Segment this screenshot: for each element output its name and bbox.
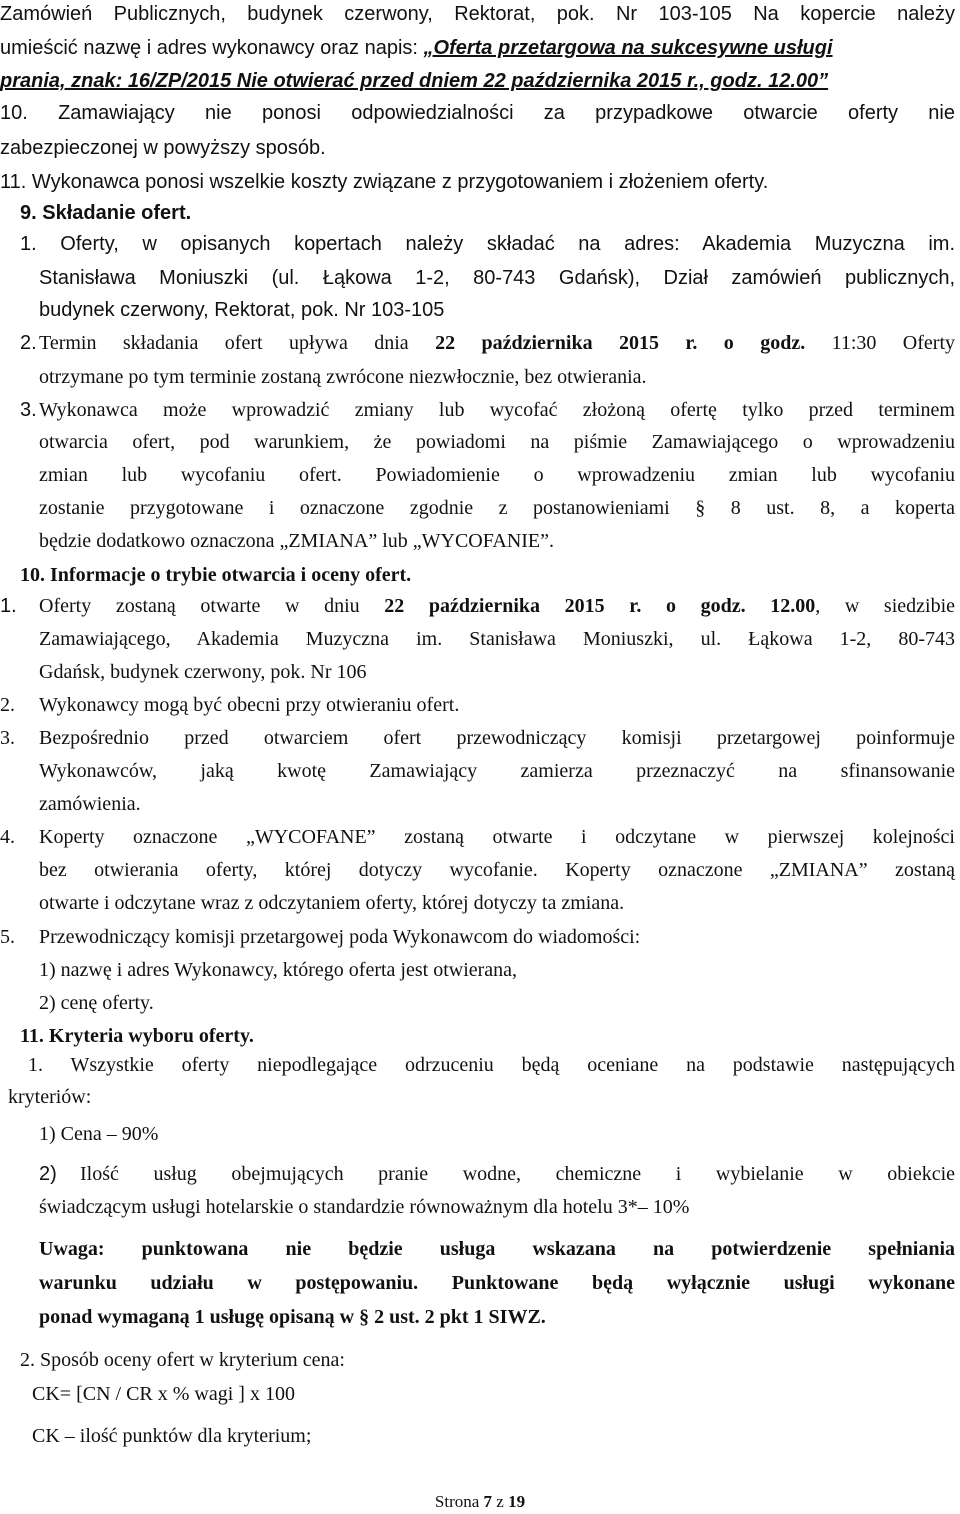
sec9-item-1-line-2: Stanisława Moniuszki (ul. Łąkowa 1-2, 80-743 Gdańsk), Dział zamówień publicznych, [39, 267, 955, 289]
criterion-price: 1) Cena – 90% [39, 1123, 159, 1145]
para-10-line-1: 10. Zamawiający nie ponosi odpowiedzialności za przypadkowe otwarcie oferty nie [0, 102, 955, 124]
sec10-item-1-text-a: Oferty zostaną otwarte w dniu [39, 595, 385, 617]
sec10-item-1-line-3: Gdańsk, budynek czerwony, pok. Nr 106 [39, 661, 367, 683]
sec10-item-5-line-1: Przewodniczący komisji przetargowej poda Wykonawcom do wiadomości: [39, 926, 641, 948]
sec9-item-2-number: 2. [20, 332, 37, 354]
sec11-item-1-line-1: 1. Wszystkie oferty niepodlegające odrzuceniu będą oceniane na podstawie następujących [28, 1054, 955, 1076]
footer-mid: z [492, 1492, 509, 1511]
sec10-item-5-subitem-2: 2) cenę oferty. [39, 992, 154, 1014]
footer-prefix: Strona [434, 1492, 484, 1511]
sec10-item-3-line-1: Bezpośrednio przed otwarciem ofert przewodniczący komisji przetargowej poinformuje [39, 727, 955, 749]
criterion-2-number: 2) [39, 1163, 57, 1185]
para-10-line-2: zabezpieczonej w powyższy sposób. [0, 137, 326, 159]
note-line-3: ponad wymaganą 1 usługę opisaną w § 2 ust. 2 pkt 1 SIWZ. [39, 1306, 546, 1328]
intro-line-2 [0, 36, 955, 60]
sec11-item-1-line-2: kryteriów: [8, 1086, 92, 1108]
sec10-item-2: Wykonawcy mogą być obecni przy otwieraniu ofert. [39, 694, 460, 716]
footer-total-pages: 19 [508, 1492, 526, 1511]
sec9-item-3-line-4: zostanie przygotowane i oznaczone zgodnie z postanowieniami § 8 ust. 8, a koperta [39, 497, 955, 519]
sec10-item-1-text-c: , w siedzibie [815, 595, 956, 617]
deadline-date: 22 października 2015 r. o godz. [435, 332, 806, 354]
sec10-item-1-line-2: Zamawiającego, Akademia Muzyczna im. Stanisława Moniuszki, ul. Łąkowa 1-2, 80-743 [39, 628, 955, 650]
sec10-item-2-number: 2. [0, 694, 15, 716]
section-11-heading: 11. Kryteria wyboru oferty. [20, 1025, 254, 1047]
note-line-1: Uwaga: punktowana nie będzie usługa wskazana na potwierdzenie spełniania [39, 1238, 955, 1260]
sec9-item-3-line-1: Wykonawca może wprowadzić zmiany lub wycofać złożoną ofertę tylko przed terminem [39, 399, 955, 421]
page-footer [0, 1490, 960, 1514]
sec9-item-2-line-2: otrzymane po tym terminie zostaną zwrócone niezwłocznie, bez otwierania. [39, 366, 647, 388]
sec9-item-2-text-a: Termin składania ofert upływa dnia [39, 332, 436, 354]
sec9-item-1-line-1: 1. Oferty, w opisanych kopertach należy składać na adres: Akademia Muzyczna im. [20, 233, 955, 255]
sec10-item-5-number: 5. [0, 926, 15, 948]
sec9-item-3-line-3: zmian lub wycofaniu ofert. Powiadomienie o wprowadzeniu zmian lub wycofaniu [39, 464, 955, 486]
intro-line-1: Zamówień Publicznych, budynek czerwony, Rektorat, pok. Nr 103-105 Na kopercie należy [0, 3, 955, 25]
sec10-item-3-line-2: Wykonawców, jaką kwotę Zamawiający zamierza przeznaczyć na sfinansowanie [39, 760, 955, 782]
ck-definition: CK – ilość punktów dla kryterium; [32, 1425, 312, 1447]
sec10-item-3-line-3: zamówienia. [39, 793, 141, 815]
sec11-item-2: 2. Sposób oceny ofert w kryterium cena: [20, 1349, 345, 1371]
section-9-heading: 9. Składanie ofert. [20, 202, 192, 224]
sec9-item-3-number: 3. [20, 399, 37, 421]
envelope-label-text: „Oferta przetargowa na sukcesywne usługi [423, 37, 833, 59]
opening-date: 22 października 2015 r. o godz. 12.00 [384, 595, 816, 617]
para-11: 11. Wykonawca ponosi wszelkie koszty związane z przygotowaniem i złożeniem oferty. [0, 171, 769, 193]
sec9-item-2-line-1 [39, 331, 955, 355]
intro-line-2-text: umieścić nazwę i adres wykonawcy oraz napis: [0, 37, 424, 59]
sec10-item-5-subitem-1: 1) nazwę i adres Wykonawcy, którego oferta jest otwierana, [39, 959, 518, 981]
sec9-item-3-line-2: otwarcia ofert, pod warunkiem, że powiadomi na piśmie Zamawiającego o wprowadzeniu [39, 431, 955, 453]
criterion-2-line-1: Ilość usług obejmujących pranie wodne, chemiczne i wybielanie w obiekcie [80, 1163, 955, 1185]
sec10-item-4-line-3: otwarte i odczytane wraz z odczytaniem oferty, której dotyczy ta zmiana. [39, 892, 625, 914]
footer-page-number: 7 [483, 1492, 493, 1511]
sec10-item-1-number: 1. [0, 595, 17, 617]
sec10-item-3-number: 3. [0, 727, 15, 749]
sec9-item-1-line-3: budynek czerwony, Rektorat, pok. Nr 103-105 [39, 299, 445, 321]
criterion-2-line-2: świadczącym usługi hotelarskie o standardzie równoważnym dla hotelu 3*– 10% [39, 1196, 690, 1218]
sec10-item-1-line-1 [39, 594, 955, 618]
sec10-item-4-number: 4. [0, 826, 15, 848]
sec10-item-4-line-2: bez otwierania oferty, której dotyczy wycofanie. Koperty oznaczone „ZMIANA” zostaną [39, 859, 955, 881]
section-10-heading: 10. Informacje o trybie otwarcia i oceny ofert. [20, 564, 412, 586]
sec9-item-3-line-5: będzie dodatkowo oznaczona „ZMIANA” lub „WYCOFANIE”. [39, 530, 555, 552]
sec10-item-4-line-1: Koperty oznaczone „WYCOFANE” zostaną otwarte i odczytane w pierwszej kolejności [39, 826, 955, 848]
price-formula: CK= [CN / CR x % wagi ] x 100 [32, 1383, 295, 1405]
note-line-2: warunku udziału w postępowaniu. Punktowane będą wyłącznie usługi wykonane [39, 1272, 955, 1294]
sec9-item-2-text-c: 11:30 Oferty [805, 332, 956, 354]
envelope-label-text-cont: prania, znak: 16/ZP/2015 Nie otwierać przed dniem 22 października 2015 r., godz. 12.00” [0, 70, 829, 92]
